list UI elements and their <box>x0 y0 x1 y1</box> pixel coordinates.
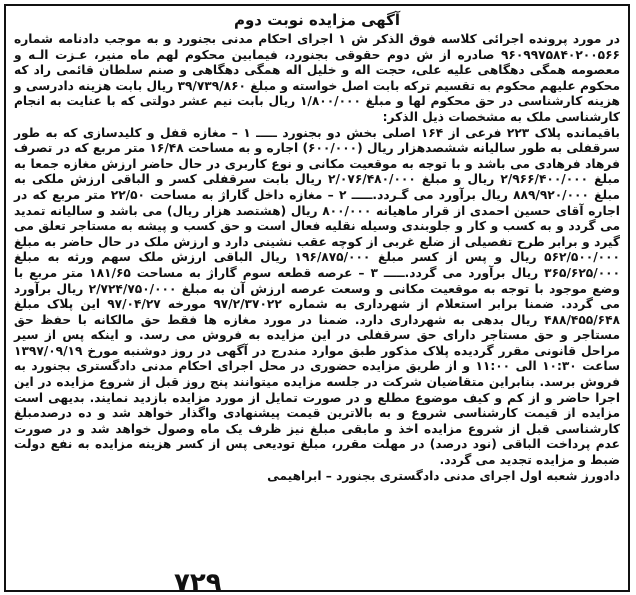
notice-code-number: ۷۲۹ <box>174 568 222 592</box>
notice-paragraph-intro: در مورد پرونده اجرائی کلاسه فوق الذکر ش ۱ اجرای احکام مدنی بجنورد و به موجب دادنامه شماره ۹۶۰۹۹۷۵۸۴۰۲۰۰۵۶۶ صادره از ش دوم حقوقی بجنورد، فیمابین محکوم لهم ماه منیر، عـزت الـه و معصومه همگی دهگاهی علیه علی، حجت اله و خلیل اله همگی دهگاهی و صنم سلطان قائمی راد که محکوم علیهم محکوم به تقسیم ترکه بابت اصل خواسته و مبلغ ۳۹/۷۳۹/۸۶۰ ریال بابت هزینه دادرسی و هزینه کارشناسی در حق محکوم لها و مبلغ ۱/۸۰۰/۰۰۰ ریال بابت نیم عشر دولتی که با عنایت به انجام کارشناسی ملک به مشخصات ذیل الذکر: <box>14 32 621 124</box>
notice-body <box>6 30 628 469</box>
notice-paragraph-property: باقیمانده پلاک ۲۲۳ فرعی از ۱۶۴ اصلی بخش دو بجنورد ـــــ ۱ – مغازه قفل و کلیدسازی که به طور سرقفلی به طور سالیانه ششصدهزار ریال (۶۰۰/۰۰۰) اجاره و به مساحت ۱۶/۴۸ متر مربع که در تصرف فرهاد فرهادی می باشد و با توجه به موقعیت مکانی و نوع کاربری در حال حاضر ارزش مغازه جمعا به مبلغ ۲/۹۶۶/۴۰۰/۰۰۰ ریال و مبلغ ۲/۰۷۶/۴۸۰/۰۰۰ ریال بابت سرقفلی کسر و الباقی ارزش ملکی به مبلغ ۸۸۹/۹۲۰/۰۰۰ ریال برآورد می گـردد.ـــــ ۲ – مغازه داخل گاراژ به مساحت ۲۲/۵۰ متر مربع که در اجاره آقای حسین احمدی از قرار ماهیانه ۸۰۰/۰۰۰ ریال (هشتصد هزار ریال) می باشد و سالیانه تمدید می گردد و به کسب و کار و جلوبندی وسیله نقلیه فعال است و حق کسب و پیشه به مستاجر تعلق می گیرد و برابر طرح تفصیلی از ضلع غربی از کوچه عقب نشینی دارد و ارزش ملک در حال حاضر به مبلغ ۵۶۲/۵۰۰/۰۰۰ ریال و پس از کسر مبلغ ۱۹۶/۸۷۵/۰۰۰ ریال الباقی ارزش ملک سهم ورثه به مبلغ ۳۶۵/۶۲۵/۰۰۰ ریال برآورد می گردد.ـــــ ۳ – عرصه قطعه سوم گاراژ به مساحت ۱۸۱/۶۵ متر مربع با وضع موجود با توجه به موقعیت مکانی و وسعت عرصه ارزش آن به مبلغ ۲/۷۲۴/۷۵۰/۰۰۰ ریال برآورد می گردد. ضمنا برابر استعلام از شهرداری به شماره ۹۷/۲/۳۷۰۲۲ مورخه ۹۷/۰۴/۲۷ این پلاک مبلغ ۴۸۸/۴۵۵/۶۴۸ ریال بدهی به شهرداری دارد. ضمنا در مورد مغازه ها فقط حق مالکانه با حفظ حق مستاجر و حق مستاجر دارای حق سرقفلی در این مزایده به فروش می رسد. و اینکه پس از سیر مراحل قانونی مقرر گردیده پلاک مذکور طبق موارد مندرج در آگهی در روز دوشنبه مورخ ۱۳۹۷/۰۹/۱۹ ساعت ۱۰:۳۰ الی ۱۱:۰۰ و از طریق مزایده حضوری در محل اجرای احکام مدنی دادگستری بجنورد به فروش برسد. بنابراین متقاضیان شرکت در جلسه مزایده میتوانند پنج روز قبل از شروع مزایده در این اجرا حاضر و از کم و کیف موضوع مطلع و در صورت تمایل از مورد مزایده بازدید نمایند. بدیهی است مزایده از قیمت کارشناسی شروع و به بالاترین قیمت پیشنهادی واگذار خواهد شد و ده درصدمبلغ کارشناسی قبل از شروع مزایده اخذ و مابقی مبلغ نیز ظرف یک ماه وصول خواهد شد و در صورت عدم پرداخت الباقی (نود درصد) در مهلت مقرر، مبلغ تودیعی پس از کسر هزینه مزایده به نفع دولت ضبط و مزایده تجدید می گردد. <box>14 125 621 468</box>
notice-title: آگهی مزایده نوبت دوم <box>233 11 401 29</box>
notice-frame <box>4 4 630 592</box>
notice-signature: دادورز شعبه اول اجرای مدنی دادگستری بجنورد – ابراهیمی <box>267 468 620 483</box>
